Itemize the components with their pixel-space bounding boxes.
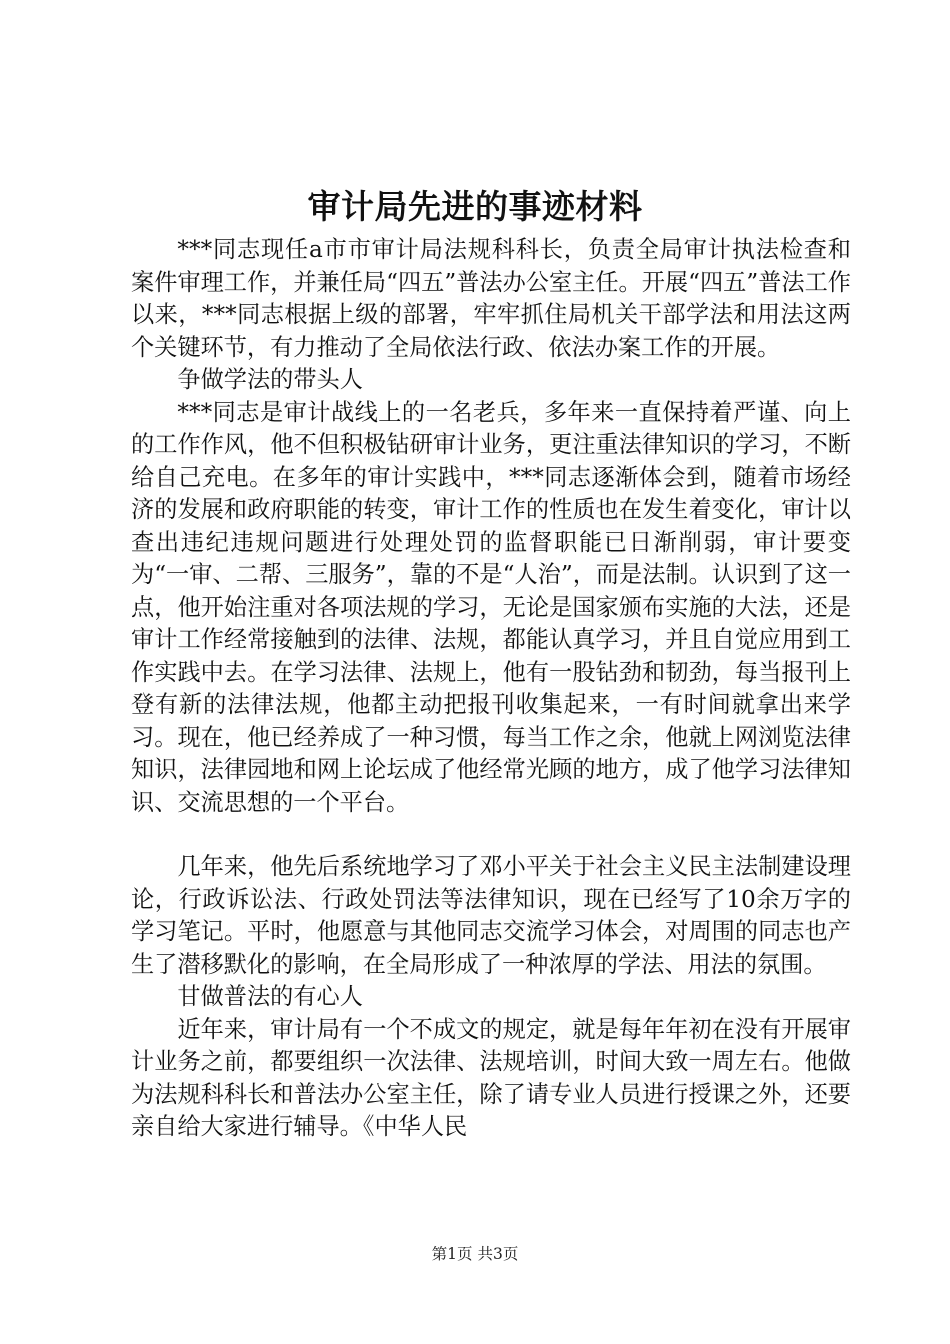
paragraph-years: 几年来，他先后系统地学习了邓小平关于社会主义民主法制建设理论，行政诉讼法、行政处罚法等法律知识，现在已经写了10余万字的学习笔记。平时，他愿意与其他同志交流学习体会，对周围的同志也产生了潜移默化的影响，在全局形成了一种浓厚的学法、用法的氛围。 <box>131 853 851 978</box>
paragraph-intro: ***同志现任a市市审计局法规科科长，负责全局审计执法检查和案件审理工作，并兼任局“四五”普法办公室主任。开展“四五”普法工作以来，***同志根据上级的部署，牢牢抓住局机关干部学法和用法这两个关键环节，有力推动了全局依法行政、依法办案工作的开展。 <box>131 236 851 361</box>
section-heading-study-law: 争做学法的带头人 <box>177 366 363 393</box>
paragraph-gap <box>131 819 851 851</box>
paragraph-study-law: ***同志是审计战线上的一名老兵，多年来一直保持着严谨、向上的工作作风，他不但积极钻研审计业务，更注重法律知识的学习，不断给自己充电。在多年的审计实践中，***同志逐渐体会到，随着市场经济的发展和政府职能的转变，审计工作的性质也在发生着变化，审计以查出违纪违规问题进行处理处罚的监督职能已日渐削弱，审计要变为“一审、二帮、三服务”，靠的不是“人治”，而是法制。认识到了这一点，他开始注重对各项法规的学习，无论是国家颁布实施的大法，还是审计工作经常接触到的法律、法规，都能认真学习，并且自觉应用到工作实践中去。在学习法律、法规上，他有一股钻劲和韧劲，每当报刊上登有新的法律法规，他都主动把报刊收集起来，一有时间就拿出来学习。现在，他已经养成了一种习惯，每当工作之余，他就上网浏览法律知识，法律园地和网上论坛成了他经常光顾的地方，成了他学习法律知识、交流思想的一个平台。 <box>131 398 851 816</box>
section-heading-promote-law: 甘做普法的有心人 <box>177 983 363 1010</box>
page-footer: 第1页 共3页 <box>431 1245 519 1263</box>
paragraph-training: 近年来，审计局有一个不成文的规定，就是每年年初在没有开展审计业务之前，都要组织一次法律、法规培训，时间大致一周左右。他做为法规科科长和普法办公室主任，除了请专业人员进行授课之外，还要亲自给大家进行辅导。《中华人民 <box>131 1015 851 1140</box>
document-body <box>131 234 851 1144</box>
document-title: 审计局先进的事迹材料 <box>307 187 643 226</box>
